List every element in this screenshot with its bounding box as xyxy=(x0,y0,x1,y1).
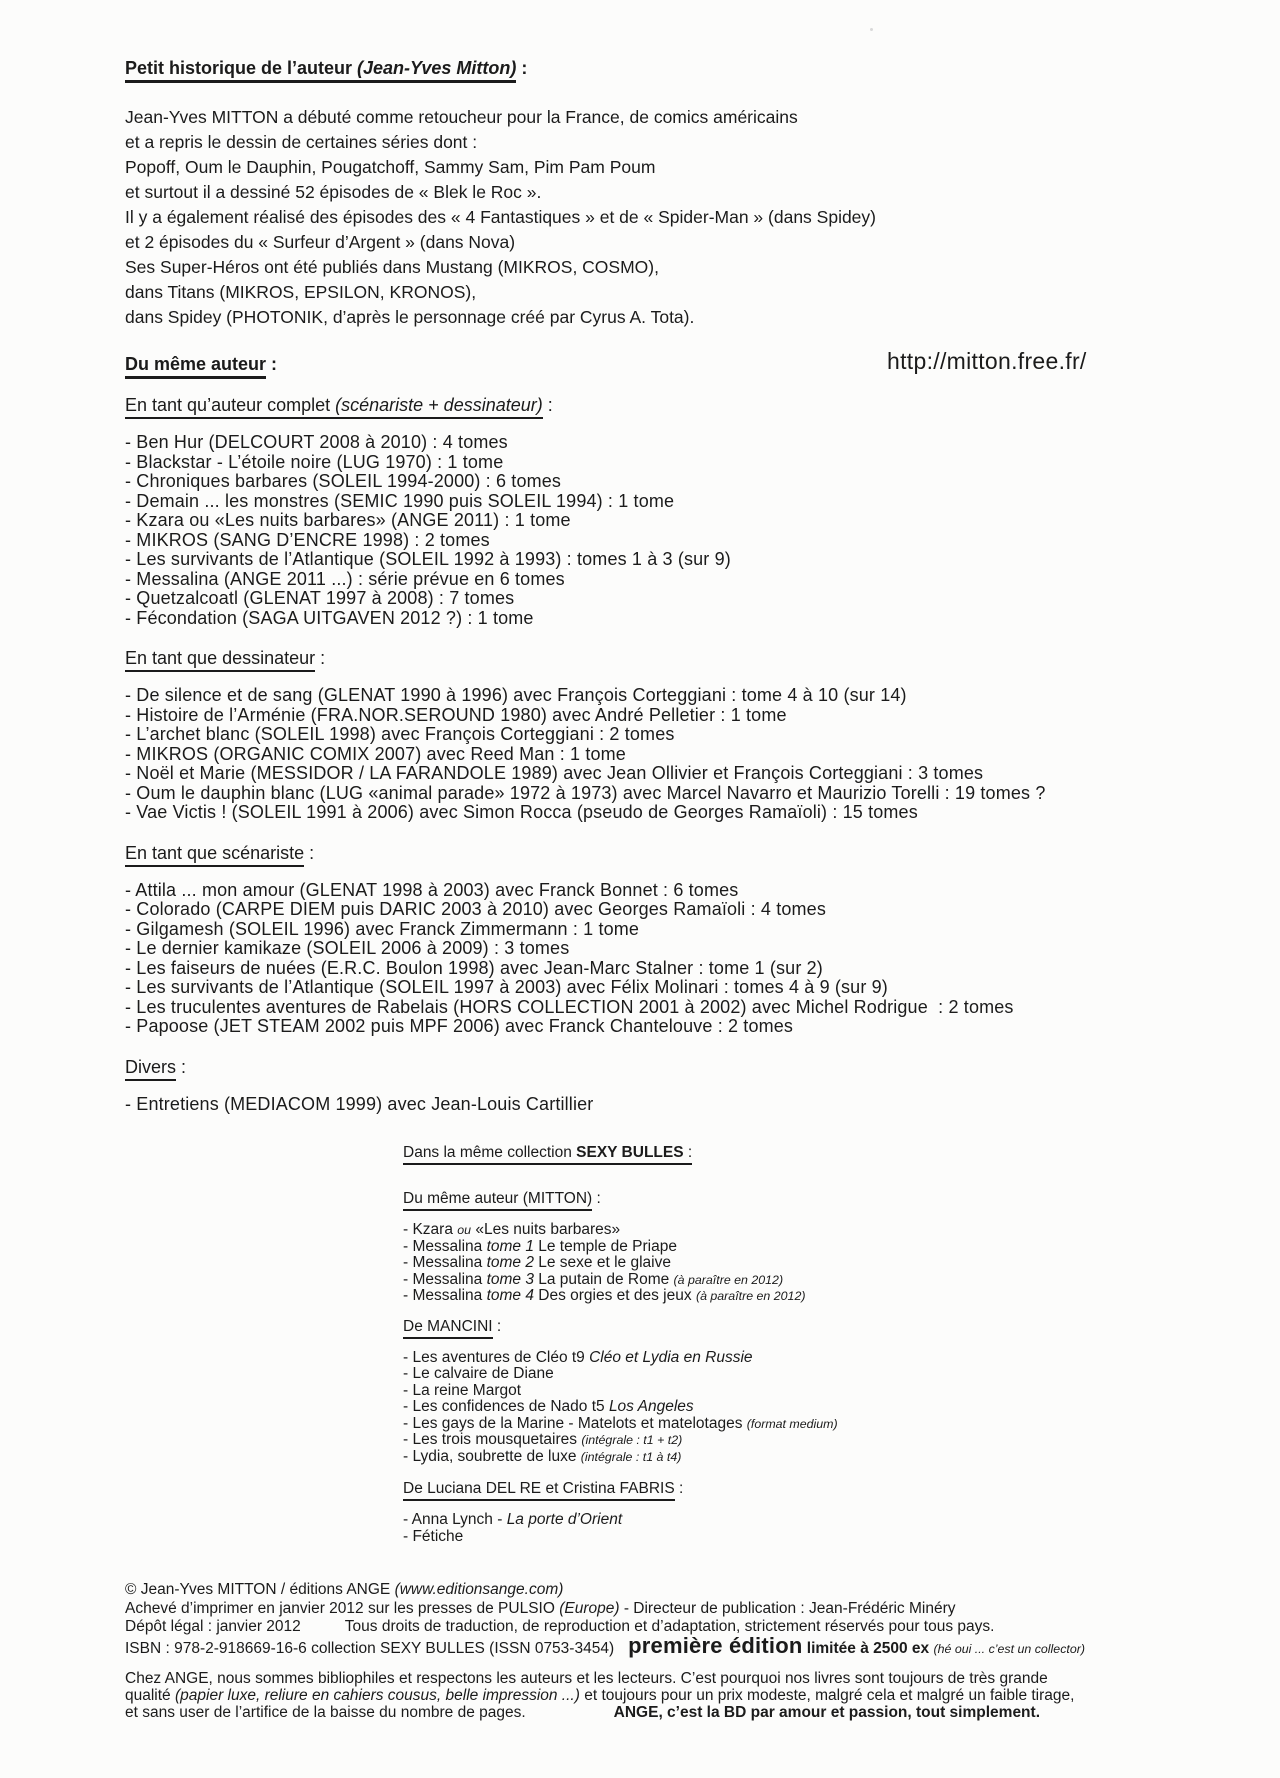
same-author-heading: Du même auteur xyxy=(125,354,266,379)
same-author-row xyxy=(125,348,1195,375)
collection-heading xyxy=(403,1144,1195,1162)
heading-colon: : xyxy=(674,1480,684,1497)
list-item: - Noël et Marie (MESSIDOR / LA FARANDOLE 1989) avec Jean Ollivier et François Corteggiani : 3 tomes xyxy=(125,763,984,783)
group-heading-mancini xyxy=(403,1318,1195,1336)
heading-colon: : xyxy=(592,1190,601,1207)
publisher-note-line: et sans user de l’artifice de la baisse du nombre de pages. ANGE, c’est la BD par amour et passion, tout simplement. xyxy=(125,1704,1040,1721)
heading-text: De MANCINI xyxy=(403,1318,493,1339)
list-item: - Entretiens (MEDIACOM 1999) avec Jean-Louis Cartillier xyxy=(125,1093,594,1114)
list-item: - Messalina tome 4 Des orgies et des jeux (à paraître en 2012) xyxy=(403,1287,806,1304)
author-website-url: http://mitton.free.fr/ xyxy=(887,348,1087,374)
list-item: - Les truculentes aventures de Rabelais (HORS COLLECTION 2001 à 2002) avec Michel Rodrigue : 2 tomes xyxy=(125,996,1014,1017)
bio-line: Jean-Yves MITTON a débuté comme retoucheur pour la France, de comics américains xyxy=(125,107,798,127)
list-item: - Gilgamesh (SOLEIL 1996) avec Franck Zimmermann : 1 tome xyxy=(125,918,640,939)
list-item: - Attila ... mon amour (GLENAT 1998 à 2003) avec Franck Bonnet : 6 tomes xyxy=(125,879,739,900)
list-item: - Les gays de la Marine - Matelots et matelotages (format medium) xyxy=(403,1414,838,1432)
list-item: - Fécondation (SAGA UITGAVEN 2012 ?) : 1 tome xyxy=(125,607,534,628)
list-item: - Lydia, soubrette de luxe (intégrale : t1 à t4) xyxy=(403,1447,682,1465)
list-item: - Les trois mousquetaires (intégrale : t1 + t2) xyxy=(403,1431,683,1448)
section-heading-auteur-complet xyxy=(125,395,1195,416)
bio-line: Popoff, Oum le Dauphin, Pougatchoff, Sammy Sam, Pim Pam Poum xyxy=(125,157,656,177)
list-item: - L’archet blanc (SOLEIL 1998) avec François Corteggiani : 2 tomes xyxy=(125,724,675,744)
works-list-auteur-complet xyxy=(125,433,1195,628)
heading-text: Divers xyxy=(125,1057,176,1081)
heading-colon: : xyxy=(492,1317,502,1335)
list-item: - Histoire de l’Arménie (FRA.NOR.SEROUND 1980) avec André Pelletier : 1 tome xyxy=(125,704,787,725)
list-item: - Les faiseurs de nuées (E.R.C. Boulon 1998) avec Jean-Marc Stalner : tome 1 (sur 2) xyxy=(125,957,823,978)
list-item: - Oum le dauphin blanc (LUG «animal parade» 1972 à 1973) avec Marcel Navarro et Maurizio Torelli : 19 tomes ? xyxy=(125,782,1046,803)
list-item: - Messalina tome 1 Le temple de Priape xyxy=(403,1237,677,1255)
collection-list-mitton xyxy=(403,1222,1195,1305)
page-title xyxy=(125,58,1195,79)
heading-text: De Luciana DEL RE et Cristina FABRIS xyxy=(403,1480,675,1501)
list-item: - La reine Margot xyxy=(403,1381,522,1399)
list-item: - Messalina tome 3 La putain de Rome (à paraître en 2012) xyxy=(403,1270,784,1288)
bio-line: Il y a également réalisé des épisodes des « 4 Fantastiques » et de « Spider-Man » (dans Spidey) xyxy=(125,207,876,227)
section-heading-scenariste xyxy=(125,843,1195,864)
same-author-colon: : xyxy=(266,354,278,374)
list-item: - Les survivants de l’Atlantique (SOLEIL 1992 à 1993) : tomes 1 à 3 (sur 9) xyxy=(125,549,731,569)
list-item: - Vae Victis ! (SOLEIL 1991 à 2006) avec Simon Rocca (pseudo de Georges Ramaïoli) : 15 tomes xyxy=(125,802,918,822)
heading-text: En tant que dessinateur xyxy=(125,648,315,672)
colophon-line: Achevé d’imprimer en janvier 2012 sur les presses de PULSIO (Europe) - Directeur de publication : Jean-Frédéric Minéry xyxy=(125,1599,956,1617)
list-item: - MIKROS (SANG D’ENCRE 1998) : 2 tomes xyxy=(125,529,490,550)
colophon-line: ISBN : 978-2-918669-16-6 collection SEXY BULLES (ISSN 0753-3454) première édition limitée à 2500 ex (hé oui ... c’est un collector) xyxy=(125,1632,1085,1658)
bio-line: et surtout il a dessiné 52 épisodes de « Blek le Roc ». xyxy=(125,182,542,202)
list-item: - Les survivants de l’Atlantique (SOLEIL 1997 à 2003) avec Félix Molinari : tomes 4 à 9 (sur 9) xyxy=(125,977,888,997)
list-item: - Les aventures de Cléo t9 Cléo et Lydia en Russie xyxy=(403,1348,753,1366)
bio-paragraph xyxy=(125,105,1195,330)
heading-text: Du même auteur (MITTON) xyxy=(403,1190,592,1211)
list-item: - Ben Hur (DELCOURT 2008 à 2010) : 4 tomes xyxy=(125,432,508,452)
bio-line: Ses Super-Héros ont été publiés dans Mustang (MIKROS, COSMO), xyxy=(125,257,659,277)
list-item: - Le dernier kamikaze (SOLEIL 2006 à 2009) : 3 tomes xyxy=(125,938,570,958)
heading-colon: : xyxy=(304,842,315,863)
list-item: - De silence et de sang (GLENAT 1990 à 1996) avec François Corteggiani : tome 4 à 10 (sur 14) xyxy=(125,685,907,705)
list-item: - Colorado (CARPE DIEM puis DARIC 2003 à 2010) avec Georges Ramaïoli : 4 tomes xyxy=(125,899,826,919)
collection-list-delre-fabris xyxy=(403,1512,1195,1545)
list-item: - Blackstar - L’étoile noire (LUG 1970) : 1 tome xyxy=(125,451,504,472)
colophon-line: Dépôt légal : janvier 2012 Tous droits de traduction, de reproduction et d’adaptation, strictement réservés pour tous pays. xyxy=(125,1618,995,1635)
list-item: - Kzara ou «Les nuits barbares» (ANGE 2011) : 1 tome xyxy=(125,510,571,530)
works-list-scenariste xyxy=(125,881,1195,1037)
heading-text: En tant qu’auteur complet (scénariste + dessinateur) xyxy=(125,395,543,419)
bio-line: et a repris le dessin de certaines séries dont : xyxy=(125,132,478,152)
list-item: - Kzara ou «Les nuits barbares» xyxy=(403,1221,621,1238)
section-heading-dessinateur xyxy=(125,648,1195,669)
list-item: - Messalina tome 2 Le sexe et le glaive xyxy=(403,1254,671,1271)
publisher-note-line: qualité (papier luxe, reliure en cahiers cousus, belle impression ...) et toujours pour un prix modeste, malgré cela et malgré un faible tirage, xyxy=(125,1687,1075,1704)
list-item: - Papoose (JET STEAM 2002 puis MPF 2006) avec Franck Chantelouve : 2 tomes xyxy=(125,1016,794,1036)
heading-colon: : xyxy=(315,648,326,668)
list-item: - Fétiche xyxy=(403,1527,464,1545)
list-item: - Chroniques barbares (SOLEIL 1994-2000) : 6 tomes xyxy=(125,471,562,491)
publisher-note xyxy=(125,1670,1195,1721)
bio-line: dans Spidey (PHOTONIK, d’après le personnage créé par Cyrus A. Tota). xyxy=(125,307,695,327)
bio-line: dans Titans (MIKROS, EPSILON, KRONOS), xyxy=(125,282,477,302)
list-item: - Demain ... les monstres (SEMIC 1990 puis SOLEIL 1994) : 1 tome xyxy=(125,490,675,511)
list-item: - Les confidences de Nado t5 Los Angeles xyxy=(403,1398,694,1415)
list-item: - Le calvaire de Diane xyxy=(403,1365,554,1382)
page-title-text: Petit historique de l’auteur (Jean-Yves Mitton) xyxy=(125,58,516,83)
publisher-note-line: Chez ANGE, nous sommes bibliophiles et respectons les auteurs et les lecteurs. C’est pourquoi nos livres sont toujours de très grande xyxy=(125,1670,1048,1687)
collection-list-mancini xyxy=(403,1350,1195,1466)
works-list-divers xyxy=(125,1095,1195,1115)
group-heading-mitton xyxy=(403,1190,1195,1208)
colophon-line: © Jean-Yves MITTON / éditions ANGE (www.editionsange.com) xyxy=(125,1581,564,1598)
works-list-dessinateur xyxy=(125,686,1195,823)
heading-text: En tant que scénariste xyxy=(125,843,304,867)
heading-colon: : xyxy=(542,395,553,415)
list-item: - Messalina (ANGE 2011 ...) : série prévue en 6 tomes xyxy=(125,568,565,589)
page-content xyxy=(125,0,1195,1721)
group-heading-delre-fabris xyxy=(403,1480,1195,1498)
heading-text: Dans la même collection SEXY BULLES : xyxy=(403,1144,692,1165)
list-item: - Quetzalcoatl (GLENAT 1997 à 2008) : 7 tomes xyxy=(125,588,515,608)
list-item: - MIKROS (ORGANIC COMIX 2007) avec Reed Man : 1 tome xyxy=(125,743,626,764)
colophon xyxy=(125,1581,1195,1658)
list-item: - Anna Lynch - La porte d’Orient xyxy=(403,1511,623,1528)
page-title-colon: : xyxy=(516,58,528,78)
bio-line: et 2 épisodes du « Surfeur d’Argent » (dans Nova) xyxy=(125,232,516,252)
heading-colon: : xyxy=(176,1056,187,1077)
collection-block xyxy=(403,1144,1195,1545)
section-heading-divers xyxy=(125,1057,1195,1078)
